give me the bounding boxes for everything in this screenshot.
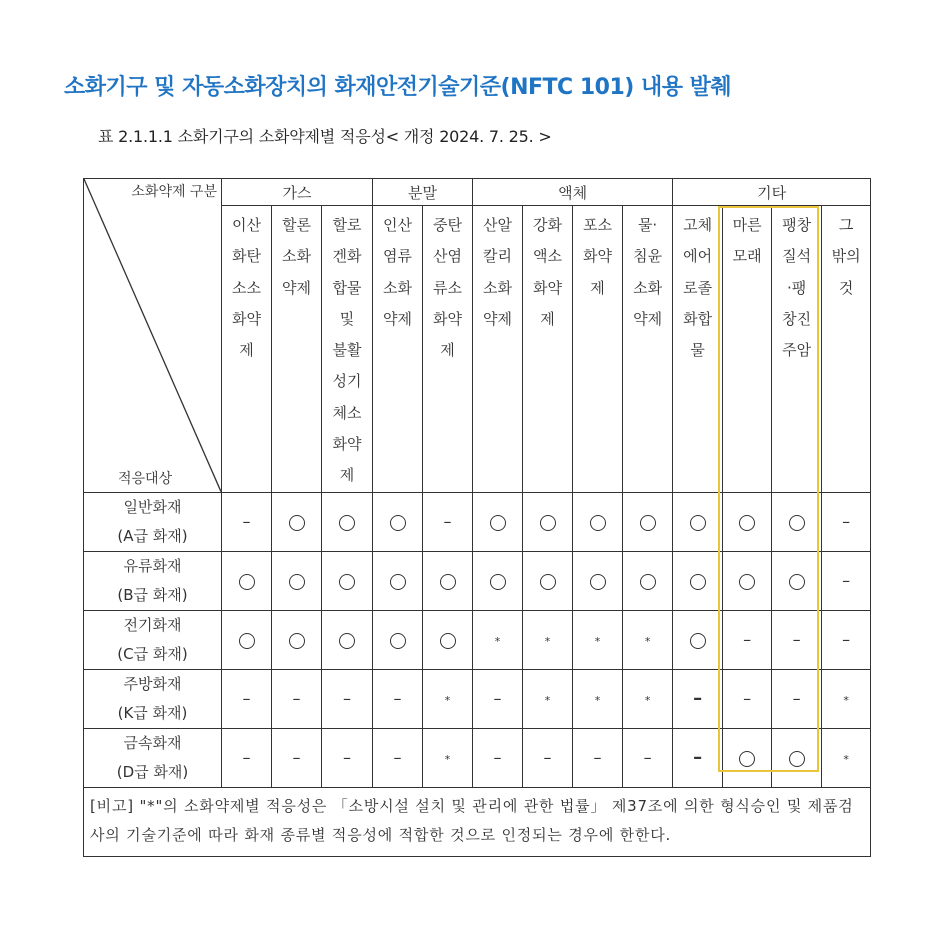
fire-type-name: 일반화재: [123, 497, 182, 516]
not-applicable-dash: –: [242, 748, 251, 768]
not-applicable-dash: –: [842, 630, 851, 650]
not-applicable-dash: –: [493, 748, 502, 768]
fire-class-label: (C급 화재): [117, 644, 188, 663]
suitable-circle-icon: [640, 574, 656, 590]
not-applicable-dash: –: [842, 512, 851, 532]
suitability-cell: [573, 610, 623, 669]
agent-header-text: 소소: [232, 278, 261, 297]
agent-header-cell: [822, 206, 871, 493]
conditional-star-mark: *: [444, 694, 451, 708]
group-header-row: [84, 179, 871, 206]
suitability-cell: [222, 492, 272, 551]
suitability-cell: [623, 728, 673, 787]
agent-header-text: 로졸: [683, 278, 713, 297]
suitable-circle-icon: [239, 574, 255, 590]
agent-header-cell: [373, 206, 423, 493]
fire-type-cell: [84, 728, 222, 787]
suitability-cell: [322, 551, 373, 610]
suitable-circle-icon: [390, 574, 406, 590]
suitable-circle-icon: [739, 751, 755, 767]
agent-header-cell: [523, 206, 573, 493]
suitability-cell: [623, 492, 673, 551]
suitability-cell: [222, 728, 272, 787]
not-applicable-dash: –: [343, 689, 352, 709]
suitability-cell: [473, 610, 523, 669]
agent-header-cell: [322, 206, 373, 493]
agent-header-text: 및: [339, 309, 355, 328]
agent-header-text: 염류: [383, 247, 413, 266]
suitable-circle-icon: [390, 633, 406, 649]
conditional-star-mark: *: [544, 694, 551, 708]
agent-header-text: 합물: [332, 278, 362, 297]
suitability-cell: [772, 492, 822, 551]
conditional-star-mark: *: [594, 694, 601, 708]
suitable-circle-icon: [440, 633, 456, 649]
suitability-cell: [573, 492, 623, 551]
suitability-cell: [723, 492, 772, 551]
group-other: 기타: [673, 179, 871, 206]
table-row: [84, 492, 871, 551]
not-applicable-dash: –: [792, 630, 801, 650]
suitability-cell: [573, 669, 623, 728]
suitable-circle-icon: [440, 574, 456, 590]
agent-header-text: 밖의: [831, 247, 861, 266]
suitable-circle-icon: [390, 515, 406, 531]
suitable-circle-icon: [690, 515, 706, 531]
not-applicable-dash: –: [343, 748, 352, 768]
not-applicable-dash: –: [242, 512, 251, 532]
suitability-cell: [673, 669, 723, 728]
agent-header-text: 인산: [383, 216, 413, 234]
suitable-circle-icon: [640, 515, 656, 531]
agent-header-text: 모래: [732, 247, 762, 266]
suitability-cell: [222, 669, 272, 728]
suitability-cell: [822, 610, 871, 669]
conditional-star-mark: *: [594, 635, 601, 649]
suitability-cell: [423, 728, 473, 787]
suitable-circle-icon: [590, 515, 606, 531]
agent-header-text: 고체: [683, 216, 713, 234]
agent-header-text: 주암: [782, 341, 812, 360]
agent-header-text: 약제: [383, 309, 413, 328]
agent-header-text: 화탄: [232, 247, 261, 266]
agent-header-text: 포소: [583, 216, 613, 234]
not-applicable-dash: –: [393, 689, 402, 709]
agent-header-cell: [573, 206, 623, 493]
suitability-cell: [473, 669, 523, 728]
agent-header-text: 화약: [433, 309, 463, 328]
agent-header-text: 약제: [633, 309, 663, 328]
agent-header-text: 체소: [332, 403, 362, 422]
suitable-circle-icon: [339, 633, 355, 649]
fire-type-name: 주방화재: [123, 674, 182, 693]
agent-header-text: 제: [339, 466, 355, 485]
agent-header-text: 화약: [232, 309, 261, 328]
agent-header-text: 소화: [282, 247, 311, 266]
suitable-circle-icon: [789, 751, 805, 767]
table-caption: 표 2.1.1.1 소화기구의 소화약제별 적응성< 개정 2024. 7. 25. >: [98, 127, 552, 146]
suitability-cell: [473, 492, 523, 551]
suitable-circle-icon: [739, 515, 755, 531]
suitability-cell: [772, 610, 822, 669]
conditional-star-mark: *: [544, 635, 551, 649]
diagonal-line: [84, 179, 221, 492]
agent-header-text: 겐화: [332, 247, 362, 266]
suitability-cell: [272, 610, 322, 669]
fire-class-label: (D급 화재): [116, 762, 189, 781]
note-row: [84, 787, 871, 856]
suitability-cell: [473, 551, 523, 610]
conditional-star-mark: *: [644, 694, 651, 708]
fire-class-label: (B급 화재): [117, 585, 188, 604]
suitability-cell: [623, 669, 673, 728]
suitability-cell: [322, 610, 373, 669]
agent-header-text: 칼리: [483, 247, 513, 266]
not-applicable-dash: –: [242, 689, 251, 709]
suitability-cell: [673, 492, 723, 551]
suitability-cell: [822, 669, 871, 728]
suitability-cell: [573, 728, 623, 787]
agent-header-text: 화약: [533, 278, 563, 297]
suitable-circle-icon: [540, 574, 556, 590]
agent-header-text: 화약: [583, 247, 613, 266]
agent-header-text: 할론: [282, 216, 311, 234]
not-applicable-dash: –: [643, 748, 652, 768]
corner-top-label: 소화약제 구분: [131, 184, 217, 200]
conditional-star-mark: *: [444, 753, 451, 767]
suitability-cell: [673, 610, 723, 669]
suitable-circle-icon: [490, 515, 506, 531]
agent-header-cell: [673, 206, 723, 493]
suitable-circle-icon: [789, 515, 805, 531]
group-powder: 분말: [373, 179, 473, 206]
suitability-cell: [623, 610, 673, 669]
agent-header-text: 약제: [483, 309, 513, 328]
table-row: [84, 551, 871, 610]
suitability-cell: [523, 728, 573, 787]
agent-header-text: 그: [838, 216, 854, 234]
suitability-cell: [373, 728, 423, 787]
agent-header-text: 화약: [332, 435, 362, 454]
suitability-cell: [423, 551, 473, 610]
agent-header-text: 질석: [782, 247, 812, 266]
not-applicable-dash: –: [443, 512, 452, 532]
agent-header-text: 산알: [483, 216, 513, 234]
agent-header-text: 강화: [533, 216, 563, 234]
agent-header-cell: [272, 206, 322, 493]
agent-header-cell: [473, 206, 523, 493]
agent-header-cell: [222, 206, 272, 493]
agent-header-text: 에어: [683, 247, 713, 266]
not-applicable-dash: –: [743, 689, 752, 709]
suitable-circle-icon: [690, 633, 706, 649]
not-applicable-dash: –: [493, 689, 502, 709]
not-applicable-dash: –: [292, 689, 301, 709]
suitability-cell: [322, 728, 373, 787]
agent-suitability-table: [83, 178, 871, 857]
corner-bottom-label: 적응대상: [118, 470, 173, 487]
agent-header-cell: [772, 206, 822, 493]
suitability-cell: [822, 492, 871, 551]
agent-header-text: 제: [440, 341, 455, 360]
conditional-star-mark: *: [843, 753, 849, 767]
agent-header-text: 제: [590, 278, 605, 297]
fire-type-name: 전기화재: [123, 615, 182, 634]
agent-header-cell: [623, 206, 673, 493]
suitability-cell: [772, 551, 822, 610]
agent-header-text: 창진: [782, 309, 812, 328]
suitable-circle-icon: [690, 574, 706, 590]
suitability-cell: [723, 551, 772, 610]
suitability-cell: [272, 728, 322, 787]
agent-header-text: 물·: [637, 216, 658, 234]
table-row: [84, 610, 871, 669]
suitability-cell: [423, 610, 473, 669]
suitability-cell: [723, 728, 772, 787]
agent-header-text: 류소: [433, 278, 463, 297]
suitability-cell: [473, 728, 523, 787]
not-applicable-dash: –: [743, 630, 752, 650]
conditional-star-mark: *: [644, 635, 651, 649]
suitability-cell: [523, 492, 573, 551]
agent-header-text: 불활: [332, 341, 362, 360]
suitability-cell: [373, 669, 423, 728]
agent-header-text: 중탄: [433, 216, 463, 234]
suitability-cell: [423, 492, 473, 551]
note-text: [비고] "*"의 소화약제별 적응성은 「소방시설 설치 및 관리에 관한 법률」 제37조에 의한 형식승인 및 제품검사의 기술기준에 따라 화재 종류별 적응성에 적합한 것으로 인정되는 경우에 한한다.: [84, 787, 871, 856]
agent-header-text: 소화: [633, 278, 663, 297]
agent-header-text: 것: [838, 278, 854, 297]
suitable-circle-icon: [739, 574, 755, 590]
suitability-cell: [822, 728, 871, 787]
agent-header-text: 산염: [433, 247, 463, 266]
not-applicable-dash: –: [842, 571, 851, 591]
suitability-cell: [322, 669, 373, 728]
suitability-cell: [523, 551, 573, 610]
suitability-cell: [322, 492, 373, 551]
suitability-cell: [272, 551, 322, 610]
agent-header-cell: [423, 206, 473, 493]
corner-header-cell: [84, 179, 222, 493]
fire-type-cell: [84, 492, 222, 551]
not-applicable-dash: –: [393, 748, 402, 768]
not-applicable-dash: –: [593, 748, 602, 768]
suitable-circle-icon: [289, 574, 305, 590]
suitable-circle-icon: [590, 574, 606, 590]
suitability-cell: [523, 669, 573, 728]
suitability-cell: [373, 492, 423, 551]
agent-header-text: 이산: [232, 216, 261, 234]
suitability-cell: [772, 728, 822, 787]
suitable-circle-icon: [339, 515, 355, 531]
suitability-cell: [623, 551, 673, 610]
agent-header-text: 소화: [483, 278, 513, 297]
group-liquid: 액체: [473, 179, 673, 206]
agent-header-text: 성기: [332, 372, 362, 391]
fire-type-cell: [84, 610, 222, 669]
agent-header-text: 침윤: [633, 247, 663, 266]
suitable-circle-icon: [239, 633, 255, 649]
not-applicable-dash: –: [693, 747, 703, 769]
not-applicable-dash: –: [693, 688, 703, 710]
suitability-cell: [772, 669, 822, 728]
suitability-cell: [723, 669, 772, 728]
fire-type-name: 금속화재: [123, 733, 182, 752]
agent-header-text: 액소: [533, 247, 563, 266]
agent-header-text: 제: [540, 309, 555, 328]
suitable-circle-icon: [540, 515, 556, 531]
fire-type-cell: [84, 669, 222, 728]
suitability-cell: [423, 669, 473, 728]
agent-header-text: 할로: [332, 216, 362, 234]
table-row: [84, 669, 871, 728]
agent-header-cell: [723, 206, 772, 493]
agent-header-text: 제: [239, 341, 254, 360]
not-applicable-dash: –: [792, 689, 801, 709]
suitability-cell: [673, 728, 723, 787]
agent-header-text: 물: [690, 341, 705, 360]
conditional-star-mark: *: [494, 635, 501, 649]
fire-class-label: (A급 화재): [117, 526, 188, 545]
suitable-circle-icon: [490, 574, 506, 590]
conditional-star-mark: *: [843, 694, 849, 708]
fire-type-cell: [84, 551, 222, 610]
suitability-cell: [373, 551, 423, 610]
fire-type-name: 유류화재: [123, 556, 182, 575]
suitability-cell: [822, 551, 871, 610]
suitability-cell: [222, 610, 272, 669]
suitability-cell: [373, 610, 423, 669]
table-row: [84, 728, 871, 787]
agent-header-text: 약제: [282, 278, 311, 297]
suitability-cell: [573, 551, 623, 610]
not-applicable-dash: –: [543, 748, 552, 768]
suitable-circle-icon: [289, 633, 305, 649]
suitable-circle-icon: [789, 574, 805, 590]
suitability-cell: [222, 551, 272, 610]
agent-header-text: 화합: [683, 309, 713, 328]
suitability-cell: [673, 551, 723, 610]
suitable-circle-icon: [289, 515, 305, 531]
suitability-cell: [272, 492, 322, 551]
fire-class-label: (K급 화재): [117, 703, 188, 722]
agent-header-text: 팽창: [782, 216, 812, 234]
suitability-cell: [723, 610, 772, 669]
suitable-circle-icon: [339, 574, 355, 590]
suitability-cell: [272, 669, 322, 728]
agent-header-text: 마른: [732, 216, 762, 234]
group-gas: 가스: [222, 179, 373, 206]
page-title: 소화기구 및 자동소화장치의 화재안전기술기준(NFTC 101) 내용 발췌: [64, 75, 732, 100]
agent-header-text: 소화: [383, 278, 413, 297]
suitability-cell: [523, 610, 573, 669]
not-applicable-dash: –: [292, 748, 301, 768]
agent-header-text: ·팽: [786, 278, 807, 297]
